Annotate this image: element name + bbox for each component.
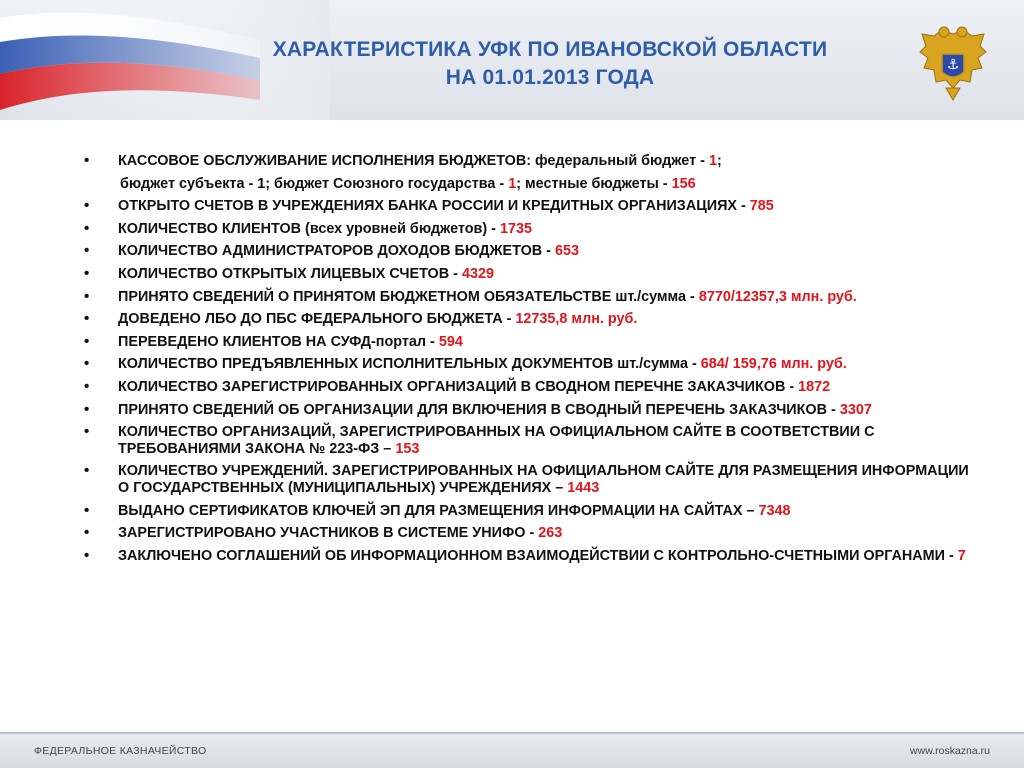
list-item: • ПЕРЕВЕДЕНО КЛИЕНТОВ НА СУФД-портал - 594 bbox=[78, 334, 978, 351]
footer-divider bbox=[0, 732, 1024, 734]
list-item: • КОЛИЧЕСТВО АДМИНИСТРАТОРОВ ДОХОДОВ БЮДЖЕТОВ - 653 bbox=[78, 243, 978, 260]
list-item: • ДОВЕДЕНО ЛБО ДО ПБС ФЕДЕРАЛЬНОГО БЮДЖЕТА - 12735,8 млн. руб. bbox=[78, 311, 978, 328]
list-item: • КАССОВОЕ ОБСЛУЖИВАНИЕ ИСПОЛНЕНИЯ БЮДЖЕТОВ: федеральный бюджет - 1; bbox=[78, 153, 978, 170]
list-item: • ЗАРЕГИСТРИРОВАНО УЧАСТНИКОВ В СИСТЕМЕ УНИФО - 263 bbox=[78, 525, 978, 542]
footer-website: www.roskazna.ru bbox=[910, 745, 990, 757]
list-item: • ОТКРЫТО СЧЕТОВ В УЧРЕЖДЕНИЯХ БАНКА РОССИИ И КРЕДИТНЫХ ОРГАНИЗАЦИЯХ - 785 bbox=[78, 198, 978, 215]
list-item: • КОЛИЧЕСТВО КЛИЕНТОВ (всех уровней бюджетов) - 1735 bbox=[78, 221, 978, 238]
page-title bbox=[230, 36, 870, 92]
list-item: • КОЛИЧЕСТВО ПРЕДЪЯВЛЕННЫХ ИСПОЛНИТЕЛЬНЫХ ДОКУМЕНТОВ шт./сумма - 684/ 159,76 млн. руб. bbox=[78, 356, 978, 373]
list-item: • ЗАКЛЮЧЕНО СОГЛАШЕНИЙ ОБ ИНФОРМАЦИОННОМ ВЗАИМОДЕЙСТВИИ С КОНТРОЛЬНО-СЧЕТНЫМИ ОРГАНАМИ - 7 bbox=[78, 548, 978, 565]
list-item: • КОЛИЧЕСТВО ОРГАНИЗАЦИЙ, ЗАРЕГИСТРИРОВАННЫХ НА ОФИЦИАЛЬНОМ САЙТЕ В СООТВЕТСТВИИ С ТРЕБОВАНИЯМИ ЗАКОНА № 223-ФЗ – 153 bbox=[78, 424, 978, 457]
title-line-2: НА 01.01.2013 ГОДА bbox=[445, 66, 655, 89]
list-item: • КОЛИЧЕСТВО УЧРЕЖДЕНИЙ. ЗАРЕГИСТРИРОВАННЫХ НА ОФИЦИАЛЬНОМ САЙТЕ ДЛЯ РАЗМЕЩЕНИЯ ИНФОРМАЦИИ О ГОСУДАРСТВЕННЫХ (МУНИЦИПАЛЬНЫХ) УЧРЕЖДЕНИЯХ – 1443 bbox=[78, 463, 978, 496]
list-item: • ВЫДАНО СЕРТИФИКАТОВ КЛЮЧЕЙ ЭП ДЛЯ РАЗМЕЩЕНИЯ ИНФОРМАЦИИ НА САЙТАХ – 7348 bbox=[78, 503, 978, 520]
svg-text:⚓: ⚓ bbox=[946, 57, 960, 73]
list-item: • КОЛИЧЕСТВО ЗАРЕГИСТРИРОВАННЫХ ОРГАНИЗАЦИЙ В СВОДНОМ ПЕРЕЧНЕ ЗАКАЗЧИКОВ - 1872 bbox=[78, 379, 978, 396]
treasury-coat-of-arms-icon bbox=[916, 24, 990, 104]
list-item: • ПРИНЯТО СВЕДЕНИЙ О ПРИНЯТОМ БЮДЖЕТНОМ ОБЯЗАТЕЛЬСТВЕ шт./сумма - 8770/12357,3 млн. руб. bbox=[78, 289, 978, 306]
bullet-list bbox=[78, 153, 978, 570]
list-item: • КОЛИЧЕСТВО ОТКРЫТЫХ ЛИЦЕВЫХ СЧЕТОВ - 4329 bbox=[78, 266, 978, 283]
list-item-continuation: бюджет субъекта - 1; бюджет Союзного государства - 1; местные бюджеты - 156 bbox=[120, 175, 696, 192]
title-line-1: ХАРАКТЕРИСТИКА УФК ПО ИВАНОВСКОЙ ОБЛАСТИ bbox=[272, 38, 828, 61]
slide-header bbox=[0, 0, 1024, 120]
list-item: • ПРИНЯТО СВЕДЕНИЙ ОБ ОРГАНИЗАЦИИ ДЛЯ ВКЛЮЧЕНИЯ В СВОДНЫЙ ПЕРЕЧЕНЬ ЗАКАЗЧИКОВ - 3307 bbox=[78, 402, 978, 419]
footer-organization: ФЕДЕРАЛЬНОЕ КАЗНАЧЕЙСТВО bbox=[34, 745, 207, 757]
